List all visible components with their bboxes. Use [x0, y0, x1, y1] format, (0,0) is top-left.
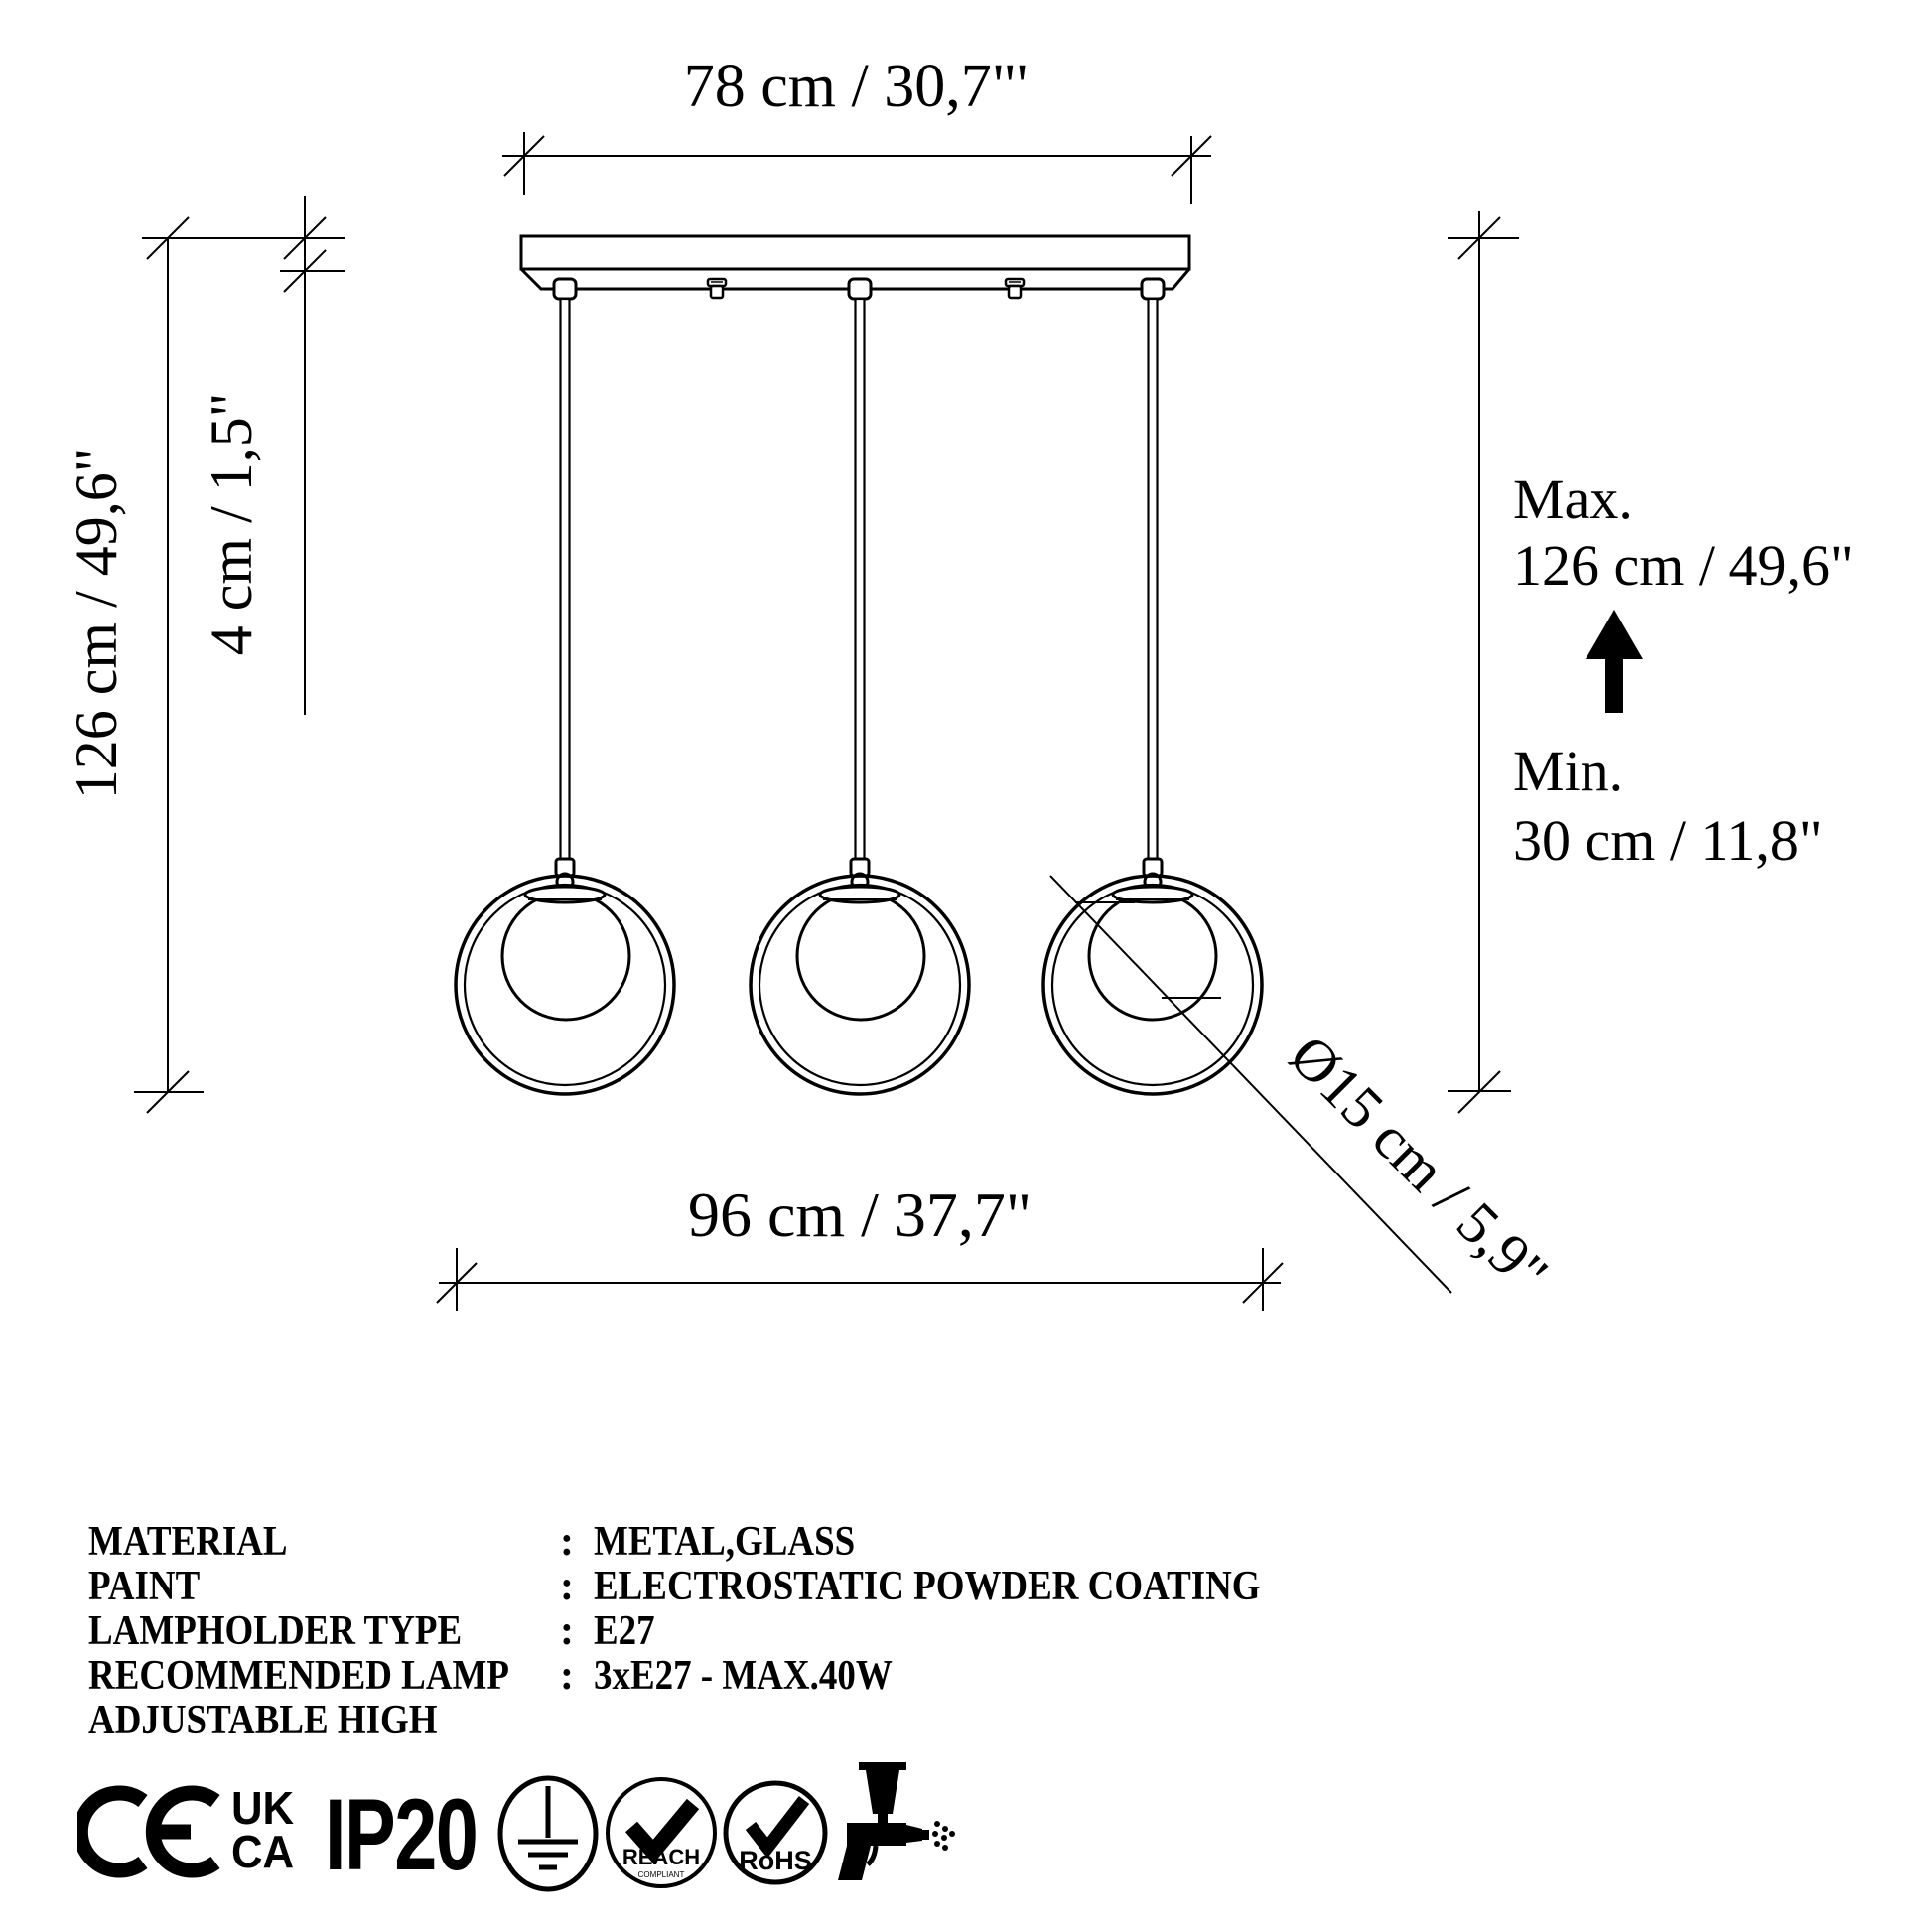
ce-mark-icon — [77, 1782, 251, 1881]
height-adjust-arrow — [1586, 610, 1643, 713]
spec-row-recommended-lamp — [88, 1653, 1351, 1698]
earth-ground-icon — [496, 1774, 600, 1893]
dim-label-bottom-width: 96 cm / 37,7" — [687, 1179, 1033, 1250]
reach-sub-label: COMPLIANT — [637, 1870, 685, 1879]
spec-label: RECOMMENDED LAMP — [88, 1652, 509, 1699]
canopy-screw-1 — [708, 279, 726, 298]
cord-1 — [561, 299, 570, 861]
spec-label: MATERIAL — [88, 1518, 288, 1565]
dim-label-top-width: 78 cm / 30,7"' — [683, 53, 1029, 120]
ukca-bottom-label: CA — [231, 1826, 295, 1877]
cord-grip-3 — [1142, 279, 1164, 299]
dim-value-max: 126 cm / 49,6" — [1513, 533, 1854, 598]
spec-label: LAMPHOLDER TYPE — [88, 1607, 463, 1654]
rohs-icon — [721, 1778, 830, 1887]
spec-value: 3xE27 - MAX.40W — [594, 1652, 893, 1699]
spec-row-adjustable — [88, 1698, 1351, 1742]
dim-value-min: 30 cm / 11,8" — [1513, 808, 1823, 873]
spec-label: ADJUSTABLE HIGH — [88, 1697, 438, 1743]
dim-label-globe-diameter: Ø15 cm / 5,9" — [1277, 1022, 1561, 1307]
pendant-2 — [751, 279, 969, 1094]
spec-separator: : — [560, 1563, 574, 1609]
spec-separator: : — [560, 1518, 574, 1565]
dim-line-canopy-height — [280, 196, 345, 715]
cord-grip-1 — [554, 279, 576, 299]
dim-line-max-height — [1448, 211, 1519, 1113]
spec-value: E27 — [594, 1607, 655, 1654]
glass-globe-2 — [797, 893, 924, 1020]
dim-line-top-width — [502, 132, 1211, 204]
spec-row-paint — [88, 1564, 1351, 1608]
cord-grip-2 — [849, 279, 871, 299]
ukca-mark-icon — [231, 1782, 295, 1877]
ukca-top-label: UK — [231, 1782, 295, 1834]
spec-table — [88, 1519, 1351, 1742]
spray-gun-icon — [832, 1762, 956, 1881]
rohs-label: RoHS — [739, 1846, 812, 1875]
reach-label: REACH — [621, 1845, 701, 1869]
spec-label: PAINT — [88, 1563, 201, 1609]
glass-globe-1 — [502, 893, 629, 1020]
pendant-1 — [456, 279, 674, 1094]
dim-label-max: Max. — [1513, 467, 1633, 531]
dim-label-canopy-height: 4 cm / 1,5" — [199, 392, 264, 656]
spec-value: METAL,GLASS — [594, 1518, 856, 1565]
spec-separator: : — [560, 1607, 574, 1654]
dim-label-min: Min. — [1513, 739, 1624, 803]
ip-rating-label: IP20 — [325, 1778, 478, 1891]
cord-2 — [856, 299, 865, 861]
dim-line-bottom-width — [437, 1248, 1283, 1311]
dim-line-total-height — [134, 217, 345, 1113]
spec-separator: : — [560, 1652, 574, 1699]
pendant-3 — [1043, 279, 1262, 1094]
spec-value: ELECTROSTATIC POWDER COATING — [594, 1563, 1261, 1609]
dim-label-total-height: 126 cm / 49,6" — [64, 447, 129, 800]
canopy-screw-2 — [1006, 279, 1024, 298]
reach-compliant-icon — [604, 1775, 719, 1890]
spec-row-material — [88, 1519, 1351, 1564]
cord-3 — [1149, 299, 1158, 861]
glass-globe-3 — [1089, 893, 1216, 1020]
spec-row-lampholder — [88, 1608, 1351, 1653]
